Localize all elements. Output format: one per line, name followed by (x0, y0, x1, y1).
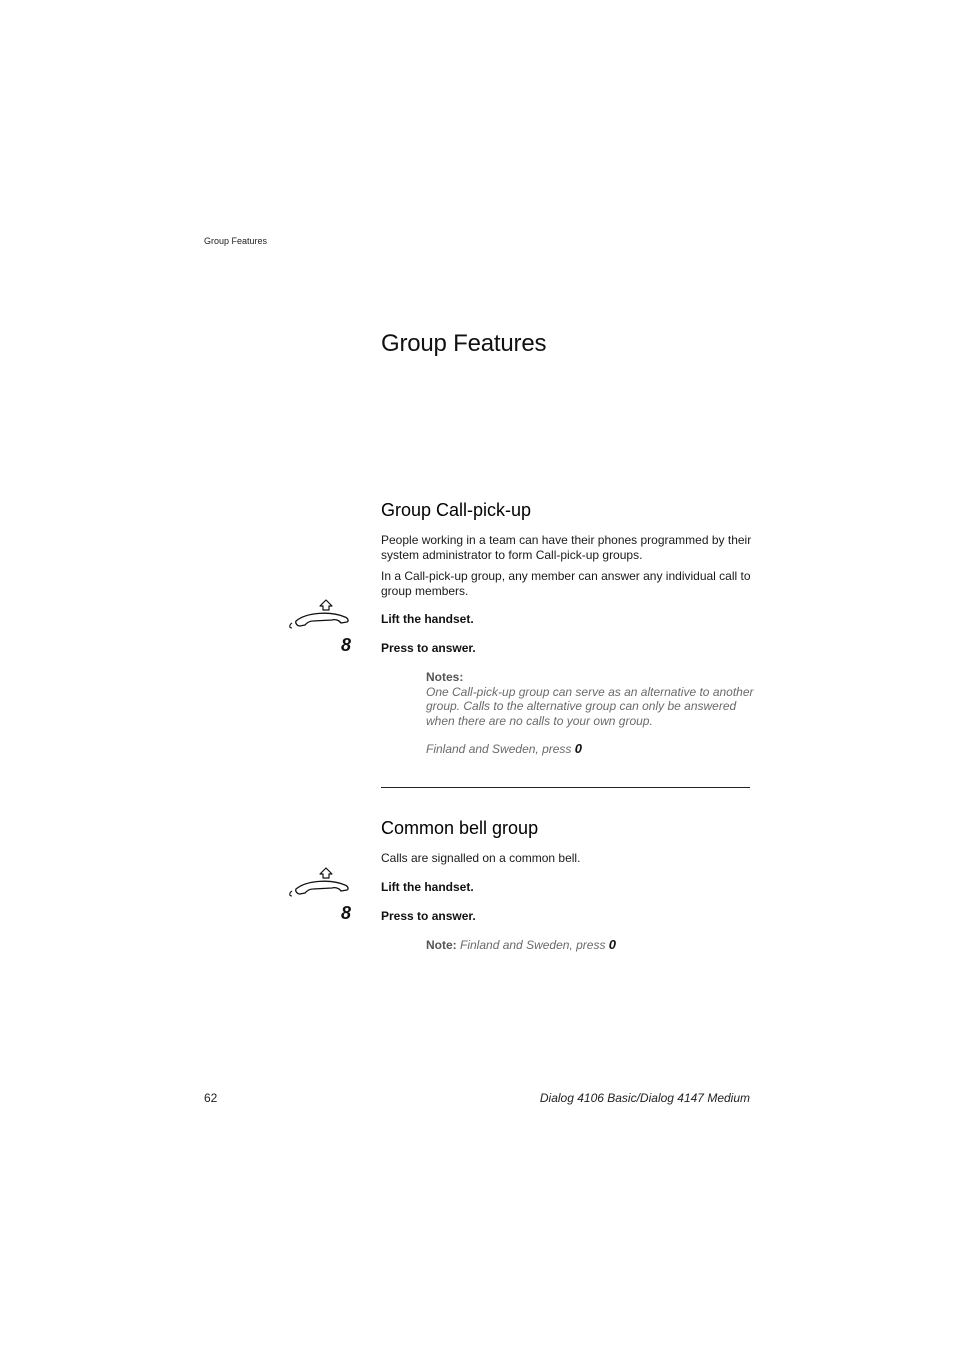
notes-country (426, 742, 756, 757)
handset-lift-icon (287, 865, 351, 899)
key-8-icon: 8 (340, 903, 351, 923)
section-title-group-call-pick-up: Group Call-pick-up (381, 500, 532, 520)
document-title: Dialog 4106 Basic/Dialog 4147 Medium (539, 1091, 750, 1105)
notes-country-key: 0 (574, 741, 583, 756)
key-8-icon: 8 (340, 635, 351, 655)
step-press-to-answer: Press to answer. (381, 909, 476, 923)
paragraph: In a Call-pick-up group, any member can answer any individual call to group members. (381, 569, 751, 598)
section-title-common-bell-group: Common bell group (381, 818, 539, 838)
paragraph: Calls are signalled on a common bell. (381, 851, 581, 865)
note-block (426, 938, 756, 953)
handset-lift-icon (287, 597, 351, 631)
step-lift-handset: Lift the handset. (381, 612, 474, 626)
note-country-text: Finland and Sweden, press (460, 938, 606, 952)
page-title: Group Features (381, 330, 547, 357)
step-lift-handset: Lift the handset. (381, 880, 474, 894)
notes-label: Notes: (426, 670, 464, 684)
section-divider (381, 787, 750, 788)
paragraph: People working in a team can have their phones programmed by their system administrator to form Call-pick-up groups. (381, 533, 752, 562)
page-number: 62 (204, 1091, 218, 1105)
note-country-key: 0 (608, 937, 617, 952)
step-press-to-answer: Press to answer. (381, 641, 476, 655)
notes-block (426, 670, 756, 757)
notes-text: One Call-pick-up group can serve as an alternative to another group. Calls to the alternative group can only be answered when there are no calls to your own group. (426, 684, 754, 728)
note-label: Note: (426, 938, 457, 952)
running-header: Group Features (204, 236, 268, 246)
notes-country-text: Finland and Sweden, press (426, 742, 572, 756)
